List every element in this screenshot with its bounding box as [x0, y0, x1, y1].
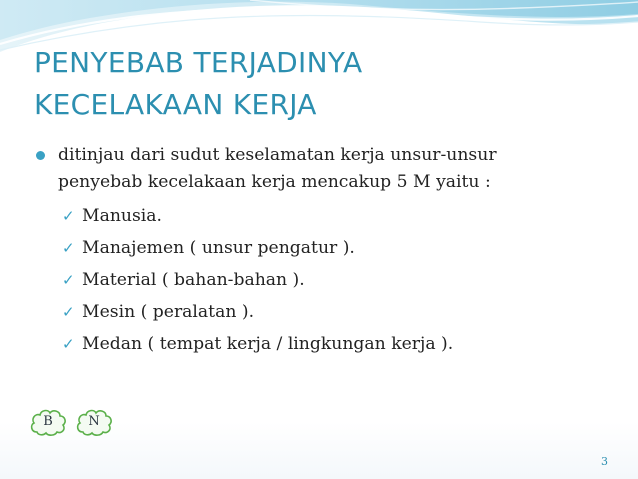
- list-item-label: Manusia.: [82, 206, 163, 226]
- list-item: [36, 328, 596, 360]
- list-item-label: Manajemen ( unsur pengatur ).: [82, 238, 355, 258]
- next-button[interactable]: [74, 406, 114, 438]
- slide-title-line-2: KECELAKAAN KERJA: [34, 88, 317, 121]
- list-item-label: Material ( bahan-bahan ).: [82, 270, 305, 290]
- check-icon: ✓: [62, 335, 75, 353]
- check-icon: ✓: [62, 207, 75, 225]
- check-list: [36, 200, 596, 360]
- page-number: 3: [601, 455, 608, 468]
- check-icon: ✓: [62, 271, 75, 289]
- back-button[interactable]: [28, 406, 68, 438]
- check-icon: ✓: [62, 239, 75, 257]
- list-item: [36, 264, 596, 296]
- list-item-label: Medan ( tempat kerja / lingkungan kerja ).: [82, 334, 454, 354]
- back-button-label: B: [43, 414, 53, 429]
- list-item-label: Mesin ( peralatan ).: [82, 302, 255, 322]
- lead-line-2: penyebab kecelakaan kerja mencakup 5 M yaitu :: [58, 172, 491, 192]
- list-item: [36, 232, 596, 264]
- slide-content: [36, 142, 596, 360]
- lead-paragraph: [36, 142, 596, 196]
- next-button-label: N: [88, 414, 100, 429]
- lead-line-1: ditinjau dari sudut keselamatan kerja unsur-unsur: [58, 145, 497, 165]
- check-icon: ✓: [62, 303, 75, 321]
- bullet-icon: [36, 151, 45, 160]
- list-item: [36, 200, 596, 232]
- slide-title: [34, 42, 594, 126]
- slide-title-line-1: PENYEBAB TERJADINYA: [34, 46, 363, 79]
- list-item: [36, 296, 596, 328]
